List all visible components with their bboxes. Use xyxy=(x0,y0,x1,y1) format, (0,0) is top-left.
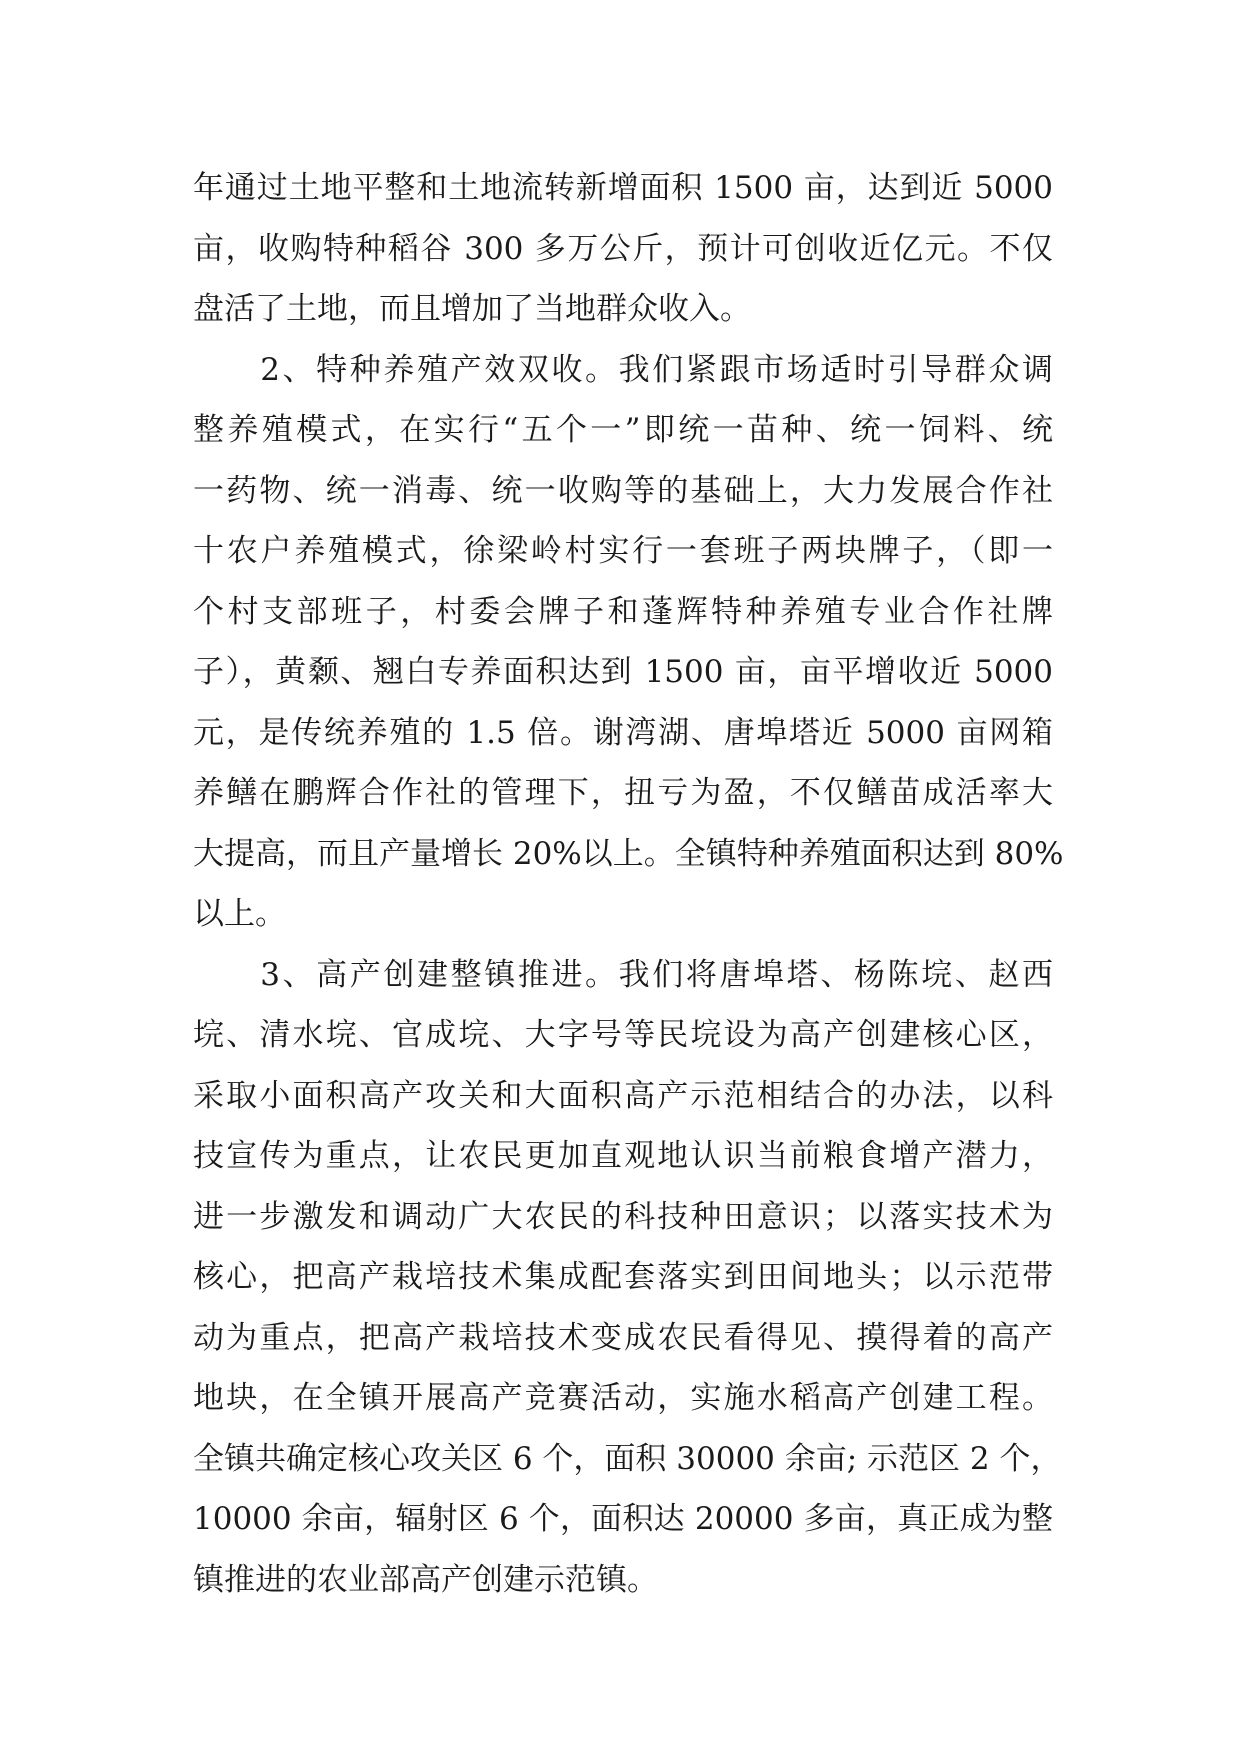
text-line: 盘活了土地，而且增加了当地群众收入。 xyxy=(193,291,751,327)
paragraph-1 xyxy=(193,158,1053,340)
text-line: 整养殖模式，在实行“五个一”即统一苗种、统一饲料、统 xyxy=(193,412,1053,448)
text-line: 3、高产创建整镇推进。我们将唐埠塔、杨陈垸、赵西 xyxy=(193,956,1053,993)
text-line: 2、特种养殖产效双收。我们紧跟市场适时引导群众调 xyxy=(193,351,1053,388)
text-line: 全镇共确定核心攻关区 6 个，面积 30000 余亩; 示范区 2 个， xyxy=(193,1440,1062,1477)
text-line: 动为重点，把高产栽培技术变成农民看得见、摸得着的高产 xyxy=(193,1319,1053,1356)
text-line: 养鳝在鹏辉合作社的管理下，扭亏为盈，不仅鳝苗成活率大 xyxy=(193,775,1053,811)
text-line: 十农户养殖模式，徐梁岭村实行一套班子两块牌子，（即一 xyxy=(193,533,1053,569)
text-line: 个村支部班子，村委会牌子和蓬辉特种养殖专业合作社牌 xyxy=(193,593,1053,630)
text-line: 进一步激发和调动广大农民的科技种田意识；以落实技术为 xyxy=(193,1198,1053,1235)
text-line: 子），黄颡、翘白专养面积达到 1500 亩，亩平增收近 5000 xyxy=(193,654,1053,690)
text-line: 年通过土地平整和土地流转新增面积 1500 亩，达到近 5000 xyxy=(193,170,1053,206)
paragraph-2 xyxy=(193,340,1064,945)
text-line: 元，是传统养殖的 1.5 倍。谢湾湖、唐埠塔近 5000 亩网箱 xyxy=(193,714,1053,751)
text-line: 镇推进的农业部高产创建示范镇。 xyxy=(193,1561,658,1598)
text-line: 垸、清水垸、官成垸、大字号等民垸设为高产创建核心区， xyxy=(193,1017,1053,1053)
body-text xyxy=(193,158,1064,1610)
text-line: 亩，收购特种稻谷 300 多万公斤，预计可创收近亿元。不仅 xyxy=(193,230,1053,267)
text-line: 10000 余亩，辐射区 6 个，面积达 20000 多亩，真正成为整 xyxy=(193,1501,1053,1537)
text-line: 一药物、统一消毒、统一收购等的基础上，大力发展合作社 xyxy=(193,472,1053,509)
text-line: 大提高，而且产量增长 20%以上。全镇特种养殖面积达到 80% xyxy=(193,835,1064,872)
text-line: 采取小面积高产攻关和大面积高产示范相结合的办法，以科 xyxy=(193,1077,1053,1114)
text-line: 地块，在全镇开展高产竞赛活动，实施水稻高产创建工程。 xyxy=(193,1380,1053,1416)
paragraph-3 xyxy=(193,945,1062,1611)
text-line: 核心，把高产栽培技术集成配套落实到田间地头；以示范带 xyxy=(193,1259,1053,1295)
text-line: 技宣传为重点，让农民更加直观地认识当前粮食增产潜力， xyxy=(193,1138,1053,1174)
text-line: 以上。 xyxy=(193,896,286,932)
